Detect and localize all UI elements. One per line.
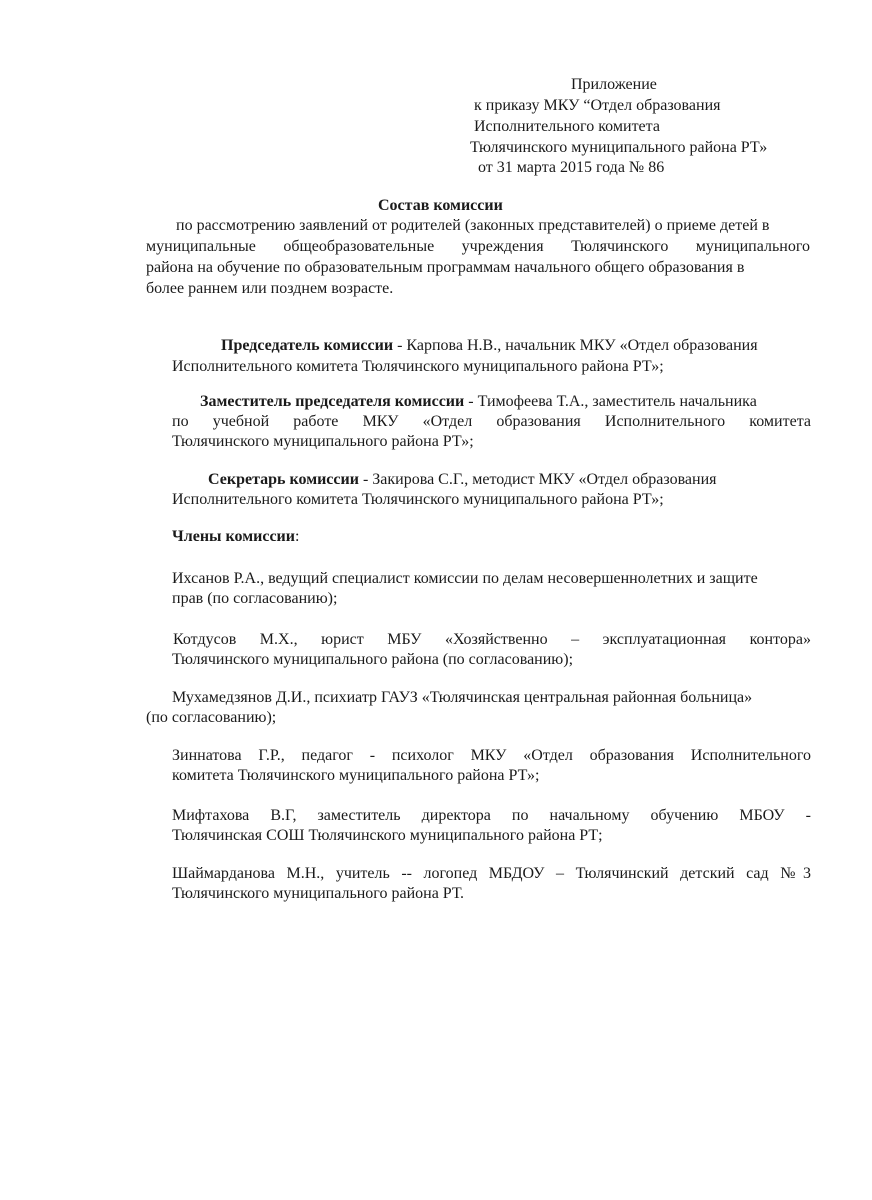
member-entry: Тюлячинского муниципального района (по согласованию); bbox=[172, 651, 574, 668]
deputy-line: Тюлячинского муниципального района РТ»; bbox=[172, 433, 474, 450]
committee-name: Исполнительного комитета bbox=[474, 118, 660, 135]
member-entry: Тюлячинского муниципального района РТ. bbox=[172, 885, 465, 902]
title-line: по рассмотрению заявлений от родителей (законных представителей) о приеме детей в bbox=[176, 217, 770, 234]
title-line: более раннем или позднем возрасте. bbox=[146, 280, 394, 297]
document-title: Состав комиссии bbox=[378, 197, 503, 214]
member-entry: комитета Тюлячинского муниципального района РТ»; bbox=[172, 767, 540, 784]
member-entry: Мифтахова В.Г, заместитель директора по начальному обучению МБОУ - bbox=[172, 807, 811, 824]
chairman-line: Исполнительного комитета Тюлячинского муниципального района РТ»; bbox=[172, 358, 664, 375]
member-entry: Котдусов М.Х., юрист МБУ «Хозяйственно – эксплуатационная контора» bbox=[173, 631, 811, 648]
chairman-line: Председатель комиссии - Карпова Н.В., начальник МКУ «Отдел образования bbox=[221, 337, 758, 354]
secretary-line: Исполнительного комитета Тюлячинского муниципального района РТ»; bbox=[172, 491, 664, 508]
member-entry: прав (по согласованию); bbox=[172, 590, 338, 607]
secretary-role: Секретарь комиссии bbox=[208, 471, 359, 488]
member-entry: Тюлячинская СОШ Тюлячинского муниципального района РТ; bbox=[172, 827, 603, 844]
member-entry: Шаймарданова М.Н., учитель -- логопед МБДОУ – Тюлячинский детский сад №3 bbox=[172, 865, 811, 882]
member-entry: Мухамедзянов Д.И., психиатр ГАУЗ «Тюлячинская центральная районная больница» bbox=[172, 689, 753, 706]
order-date-number: от 31 марта 2015 года № 86 bbox=[478, 159, 665, 176]
title-line: района на обучение по образовательным программам начального общего образования в bbox=[146, 259, 745, 276]
appendix-label: Приложение bbox=[571, 76, 657, 93]
members-heading: Члены комиссии: bbox=[172, 528, 300, 545]
deputy-line: по учебной работе МКУ «Отдел образования Исполнительного комитета bbox=[172, 413, 811, 430]
member-entry: Зиннатова Г.Р., педагог - психолог МКУ «Отдел образования Исполнительного bbox=[172, 747, 811, 764]
order-reference: к приказу МКУ “Отдел образования bbox=[474, 97, 721, 114]
title-line: муниципальные общеобразовательные учреждения Тюлячинского муниципального bbox=[146, 238, 810, 255]
member-entry: Ихсанов Р.А., ведущий специалист комиссии по делам несовершеннолетних и защите bbox=[172, 570, 758, 587]
district-name: Тюлячинского муниципального района РТ» bbox=[470, 139, 768, 156]
chairman-role: Председатель комиссии bbox=[221, 337, 394, 354]
member-entry: (по согласованию); bbox=[146, 709, 277, 726]
secretary-line: Секретарь комиссии - Закирова С.Г., методист МКУ «Отдел образования bbox=[208, 471, 717, 488]
deputy-line: Заместитель председателя комиссии - Тимофеева Т.А., заместитель начальника bbox=[200, 393, 757, 410]
deputy-role: Заместитель председателя комиссии bbox=[200, 393, 465, 410]
